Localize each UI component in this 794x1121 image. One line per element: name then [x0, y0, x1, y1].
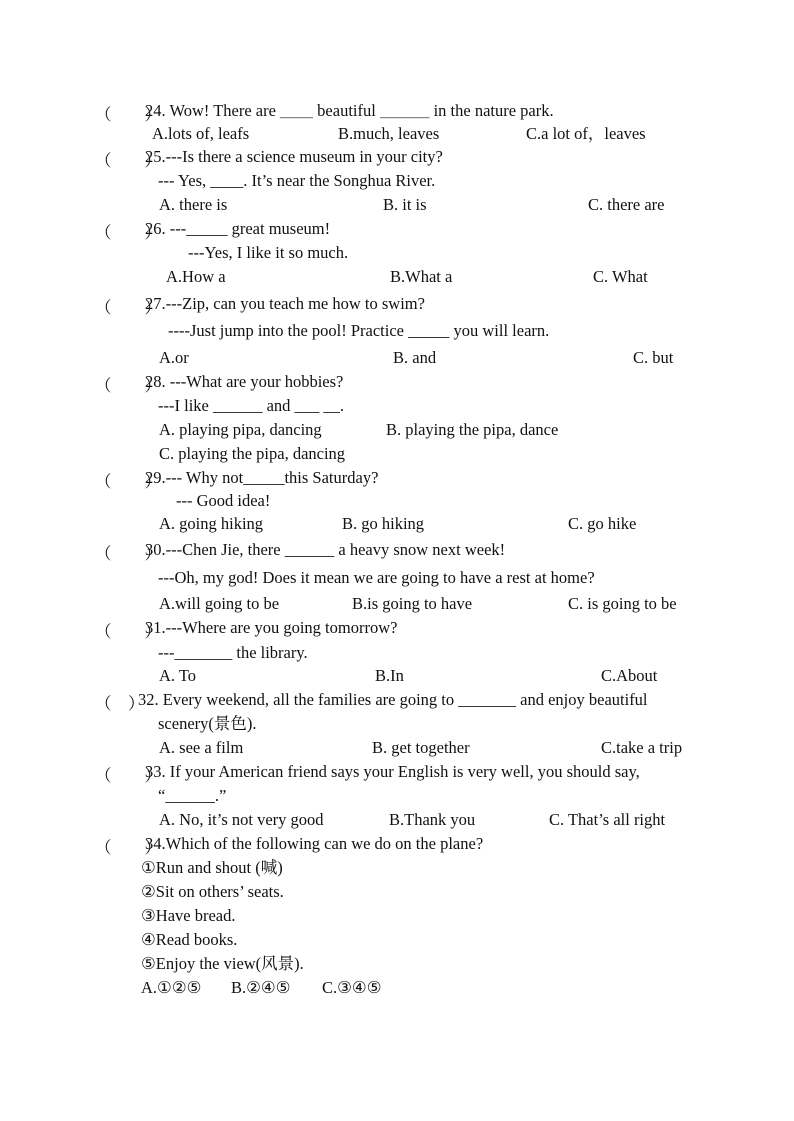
- q29-option-c: C. go hike: [568, 514, 637, 533]
- q29-option-a: A. going hiking: [159, 514, 264, 533]
- q25-option-a: A. there is: [159, 195, 228, 214]
- q27-option-c: C. but: [633, 348, 674, 367]
- question-29-line-1: --- Good idea!: [176, 491, 271, 510]
- q30-option-c: C. is going to be: [568, 594, 677, 613]
- question-32-line-1: scenery(景色).: [158, 714, 257, 733]
- q24-option-a: A.lots of, leafs: [152, 124, 250, 143]
- q28-option-c: C. playing the pipa, dancing: [159, 444, 346, 463]
- q25-option-b: B. it is: [383, 195, 427, 214]
- q34-option-a: A.①②⑤: [141, 978, 202, 997]
- question-27-stem: 27.---Zip, can you teach me how to swim?: [145, 294, 425, 313]
- q26-option-b: B.What a: [390, 267, 453, 286]
- answer-paren-28: （ ）: [95, 376, 161, 395]
- question-28-line-1: ---I like ______ and ___ __.: [158, 396, 345, 415]
- question-30-line-1: ---Oh, my god! Does it mean we are going to have a rest at home?: [158, 568, 595, 587]
- q33-option-a: A. No, it’s not very good: [159, 810, 324, 829]
- q34-option-c: C.③④⑤: [322, 978, 382, 997]
- answer-paren-29: （ ）: [95, 472, 161, 491]
- question-24-stem: 24. Wow! There are ＿＿ beautiful ＿＿＿ in the nature park.: [145, 101, 554, 120]
- q31-option-a: A. To: [159, 666, 197, 685]
- answer-paren-26: （ ）: [95, 223, 161, 242]
- question-32-stem: 32. Every weekend, all the families are going to _______ and enjoy beautiful: [138, 690, 648, 709]
- question-30-stem: 30.---Chen Jie, there ______ a heavy snow next week!: [145, 540, 506, 559]
- q24-option-b: B.much, leaves: [338, 124, 440, 143]
- answer-paren-34: （ ）: [95, 838, 161, 857]
- q29-option-b: B. go hiking: [342, 514, 425, 533]
- answer-paren-25: （ ）: [95, 151, 161, 170]
- q32-option-c: C.take a trip: [601, 738, 683, 757]
- q34-item-1: ①Run and shout (喊): [141, 858, 283, 877]
- q31-option-b: B.In: [375, 666, 404, 685]
- answer-paren-27: （ ）: [95, 298, 161, 317]
- q33-option-b: B.Thank you: [389, 810, 476, 829]
- question-29-stem: 29.--- Why not_____this Saturday?: [145, 468, 379, 487]
- question-31-stem: 31.---Where are you going tomorrow?: [145, 618, 398, 637]
- q27-option-b: B. and: [393, 348, 437, 367]
- question-34-stem: 34.Which of the following can we do on the plane?: [145, 834, 484, 853]
- question-26-stem: 26. ---_____ great museum!: [145, 219, 331, 238]
- q28-option-a: A. playing pipa, dancing: [159, 420, 322, 439]
- answer-paren-24: （ ）: [95, 105, 161, 124]
- answer-paren-32: （ ）: [95, 694, 145, 713]
- q34-item-2: ②Sit on others’ seats.: [141, 882, 284, 901]
- answer-paren-31: （ ）: [95, 622, 161, 641]
- q25-option-c: C. there are: [588, 195, 665, 214]
- question-31-line-1: ---_______ the library.: [158, 643, 308, 662]
- question-27-line-1: ----Just jump into the pool! Practice _____ you will learn.: [168, 321, 550, 340]
- q34-item-5: ⑤Enjoy the view(风景).: [141, 954, 304, 973]
- q26-option-c: C. What: [593, 267, 648, 286]
- q33-option-c: C. That’s all right: [549, 810, 666, 829]
- q34-option-b: B.②④⑤: [231, 978, 291, 997]
- question-33-line-1: “______.”: [158, 786, 227, 805]
- q31-option-c: C.About: [601, 666, 658, 685]
- q32-option-b: B. get together: [372, 738, 470, 757]
- question-25-stem: 25.---Is there a science museum in your city?: [145, 147, 443, 166]
- question-33-stem: 33. If your American friend says your English is very well, you should say,: [145, 762, 640, 781]
- q32-option-a: A. see a film: [159, 738, 244, 757]
- q28-option-b: B. playing the pipa, dance: [386, 420, 559, 439]
- q27-option-a: A.or: [159, 348, 189, 367]
- q30-option-b: B.is going to have: [352, 594, 473, 613]
- answer-paren-30: （ ）: [95, 544, 161, 563]
- q34-item-4: ④Read books.: [141, 930, 238, 949]
- q24-option-c: C.a lot of，leaves: [526, 124, 646, 143]
- question-25-line-1: --- Yes, ____. It’s near the Songhua River.: [158, 171, 436, 190]
- q26-option-a: A.How a: [166, 267, 226, 286]
- question-26-line-1: ---Yes, I like it so much.: [188, 243, 349, 262]
- q30-option-a: A.will going to be: [159, 594, 280, 613]
- q34-item-3: ③Have bread.: [141, 906, 236, 925]
- question-28-stem: 28. ---What are your hobbies?: [145, 372, 344, 391]
- answer-paren-33: （ ）: [95, 766, 161, 785]
